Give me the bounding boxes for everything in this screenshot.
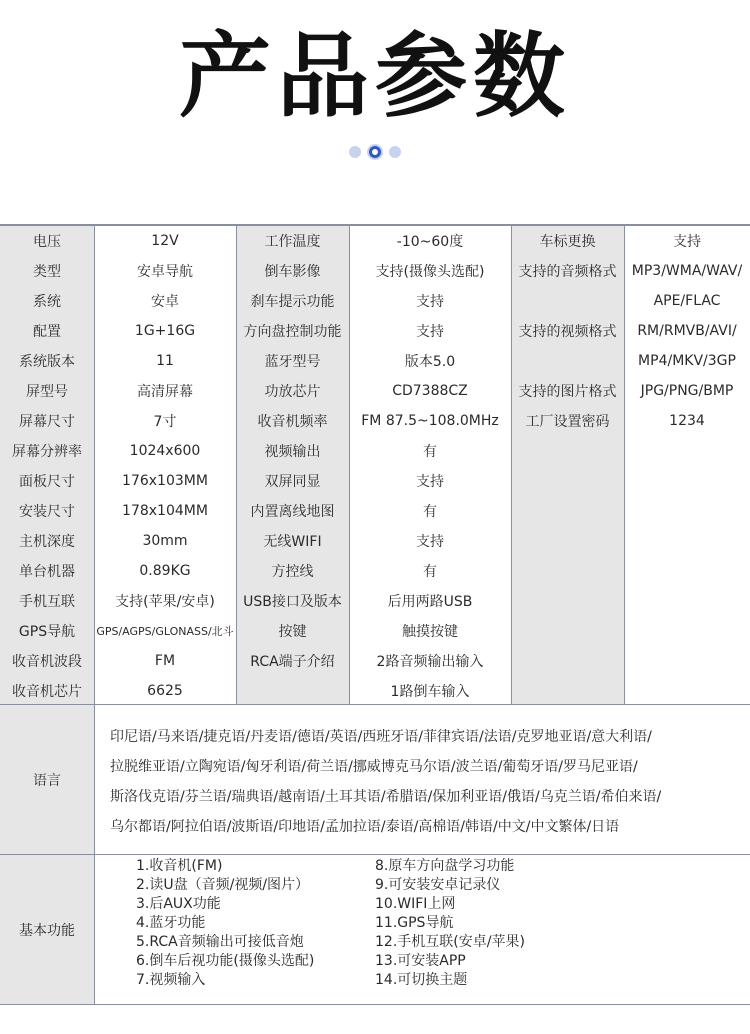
spec-value: 版本5.0 [404, 354, 456, 370]
functions-list-left [136, 857, 314, 990]
spec-label: 支持的音频格式 [518, 264, 617, 280]
spec-label [511, 496, 624, 526]
spec-value: 有 [423, 564, 437, 580]
spec-label [511, 556, 624, 586]
spec-label: 单台机器 [19, 564, 75, 580]
spec-value: MP3/WMA/WAV/ [631, 263, 743, 279]
spec-value: 安卓导航 [137, 264, 193, 280]
spec-label: 电压 [33, 234, 61, 250]
spec-value [624, 556, 750, 586]
function-item: 5.RCA音频输出可接低音炮 [136, 934, 304, 950]
spec-value: CD7388CZ [392, 383, 468, 399]
spec-label: 工作温度 [264, 234, 321, 250]
spec-value: 支持 [416, 474, 444, 490]
spec-label: 面板尺寸 [19, 474, 75, 490]
spec-label: GPS导航 [18, 624, 76, 640]
spec-label: USB接口及版本 [243, 594, 342, 610]
spec-value: 高清屏幕 [137, 384, 193, 400]
spec-value: 支持 [416, 294, 444, 310]
spec-value: 有 [423, 444, 437, 460]
spec-column-2 [94, 226, 236, 704]
spec-value: 12V [151, 233, 179, 249]
spec-label: 收音机频率 [257, 414, 328, 430]
spec-label: RCA端子介绍 [250, 654, 335, 670]
spec-label [511, 346, 624, 376]
indicator-dot[interactable] [389, 146, 401, 158]
spec-label: 配置 [33, 324, 61, 340]
spec-value: 支持 [416, 324, 444, 340]
functions-label: 基本功能 [0, 855, 94, 1004]
spec-value [624, 496, 750, 526]
spec-value: RM/RMVB/AVI/ [637, 323, 737, 339]
spec-value: 7寸 [153, 414, 177, 430]
function-item: 14.可切换主题 [375, 972, 468, 988]
spec-value: 0.89KG [139, 563, 191, 579]
spec-value: 支持 [416, 534, 444, 550]
spec-value: 支持(苹果/安卓) [115, 594, 215, 610]
functions-list-right [375, 857, 525, 990]
spec-value: JPG/PNG/BMP [640, 383, 734, 399]
spec-label: 收音机芯片 [12, 684, 82, 700]
column-divider [94, 226, 95, 704]
spec-label [511, 586, 624, 616]
spec-value: 6625 [147, 683, 183, 699]
spec-value: 1路倒车输入 [390, 684, 470, 700]
spec-value [624, 466, 750, 496]
function-item: 4.蓝牙功能 [136, 915, 206, 931]
spec-value: MP4/MKV/3GP [638, 353, 736, 369]
spec-label: 视频输出 [264, 444, 321, 460]
spec-label: 屏幕尺寸 [19, 414, 75, 430]
spec-label [511, 466, 624, 496]
spec-value: 触摸按键 [402, 624, 458, 640]
spec-label: 收音机波段 [12, 654, 82, 670]
spec-column-6 [624, 226, 750, 704]
spec-label: 刹车提示功能 [250, 294, 335, 310]
spec-label [511, 286, 624, 316]
function-item: 2.读U盘（音频/视频/图片） [136, 877, 310, 893]
spec-value: 后用两路USB [387, 594, 473, 610]
spec-value: -10~60度 [396, 234, 464, 250]
spec-value: FM 87.5~108.0MHz [361, 413, 499, 429]
spec-column-5 [511, 226, 624, 704]
function-item: 10.WIFI上网 [375, 896, 456, 912]
spec-value: 1024x600 [129, 443, 201, 459]
language-line: 斯洛伐克语/芬兰语/瑞典语/越南语/土耳其语/希腊语/保加利亚语/俄语/乌克兰语/希伯来语/ [110, 789, 662, 805]
spec-label: 屏型号 [26, 384, 68, 400]
spec-label: 蓝牙型号 [264, 354, 321, 370]
spec-value: 安卓 [151, 294, 179, 310]
spec-label: 类型 [33, 264, 61, 280]
spec-label: 安装尺寸 [19, 504, 75, 520]
spec-label: 手机互联 [19, 594, 75, 610]
spec-label [511, 646, 624, 676]
function-item: 8.原车方向盘学习功能 [375, 858, 515, 874]
spec-column-4 [349, 226, 511, 704]
spec-label: 方控线 [271, 564, 314, 580]
spec-label: 双屏同显 [264, 474, 321, 490]
spec-label: 功放芯片 [264, 384, 321, 400]
column-divider [624, 226, 625, 704]
spec-value: 11 [156, 353, 174, 369]
spec-value [624, 646, 750, 676]
carousel-indicator [0, 146, 750, 158]
function-item: 11.GPS导航 [375, 915, 454, 931]
spec-label: 车标更换 [539, 234, 596, 250]
spec-value [624, 676, 750, 706]
spec-label: 系统版本 [19, 354, 75, 370]
spec-label: 支持的图片格式 [518, 384, 617, 400]
function-item: 1.收音机(FM) [136, 858, 223, 874]
language-line: 拉脱维亚语/立陶宛语/匈牙利语/荷兰语/挪威博克马尔语/波兰语/葡萄牙语/罗马尼亚语/ [110, 759, 638, 775]
indicator-dot[interactable] [349, 146, 361, 158]
spec-value: 支持 [673, 234, 701, 250]
spec-label: 无线WIFI [263, 534, 322, 550]
page-title: 产品参数 [178, 23, 571, 130]
column-divider [236, 226, 237, 704]
spec-label [511, 676, 624, 706]
spec-value: FM [154, 653, 176, 669]
section-divider [0, 854, 750, 855]
spec-value: 30mm [142, 533, 188, 549]
spec-column-3 [236, 226, 349, 704]
spec-value: 支持(摄像头选配) [375, 264, 485, 280]
spec-value: 176x103MM [122, 473, 208, 489]
spec-label: 方向盘控制功能 [243, 324, 342, 340]
spec-label: 主机深度 [19, 534, 75, 550]
spec-label: 工厂设置密码 [525, 414, 610, 430]
spec-label [511, 616, 624, 646]
spec-value [624, 586, 750, 616]
spec-label [511, 436, 624, 466]
function-item: 3.后AUX功能 [136, 896, 221, 912]
spec-value [624, 436, 750, 466]
spec-label: 系统 [33, 294, 61, 310]
table-bottom-border [0, 1004, 750, 1005]
spec-label: 支持的视频格式 [518, 324, 617, 340]
column-divider [349, 226, 350, 704]
spec-value: 2路音频输出输入 [376, 654, 484, 670]
spec-value [624, 616, 750, 646]
spec-label: 按键 [278, 624, 307, 640]
function-item: 12.手机互联(安卓/苹果) [375, 934, 525, 950]
spec-label [236, 676, 349, 706]
column-divider [94, 705, 95, 854]
spec-value: 178x104MM [122, 503, 208, 519]
spec-label: 屏幕分辨率 [12, 444, 82, 460]
language-list [110, 722, 740, 842]
indicator-dot-active[interactable] [369, 146, 381, 158]
function-item: 7.视频输入 [136, 972, 206, 988]
spec-value: APE/FLAC [653, 293, 721, 309]
column-divider [94, 855, 95, 1004]
spec-value [624, 526, 750, 556]
spec-value: GPS/AGPS/GLONASS/北斗 [96, 625, 234, 638]
language-line: 乌尔都语/阿拉伯语/波斯语/印地语/孟加拉语/泰语/高棉语/韩语/中文/中文繁体/日语 [110, 819, 620, 835]
section-divider [0, 704, 750, 705]
spec-column-1 [0, 226, 94, 704]
spec-value: 1G+16G [134, 323, 196, 339]
language-line: 印尼语/马来语/捷克语/丹麦语/德语/英语/西班牙语/菲律宾语/法语/克罗地亚语/意大利语/ [110, 729, 652, 745]
function-item: 13.可安装APP [375, 953, 466, 969]
language-label: 语言 [0, 705, 94, 854]
spec-value: 有 [423, 504, 437, 520]
spec-value: 1234 [669, 413, 705, 429]
spec-label: 倒车影像 [264, 264, 321, 280]
spec-label [511, 526, 624, 556]
column-divider [511, 226, 512, 704]
spec-table [0, 226, 750, 704]
function-item: 6.倒车后视功能(摄像头选配) [136, 953, 315, 969]
function-item: 9.可安装安卓记录仪 [375, 877, 501, 893]
spec-label: 内置离线地图 [250, 504, 335, 520]
